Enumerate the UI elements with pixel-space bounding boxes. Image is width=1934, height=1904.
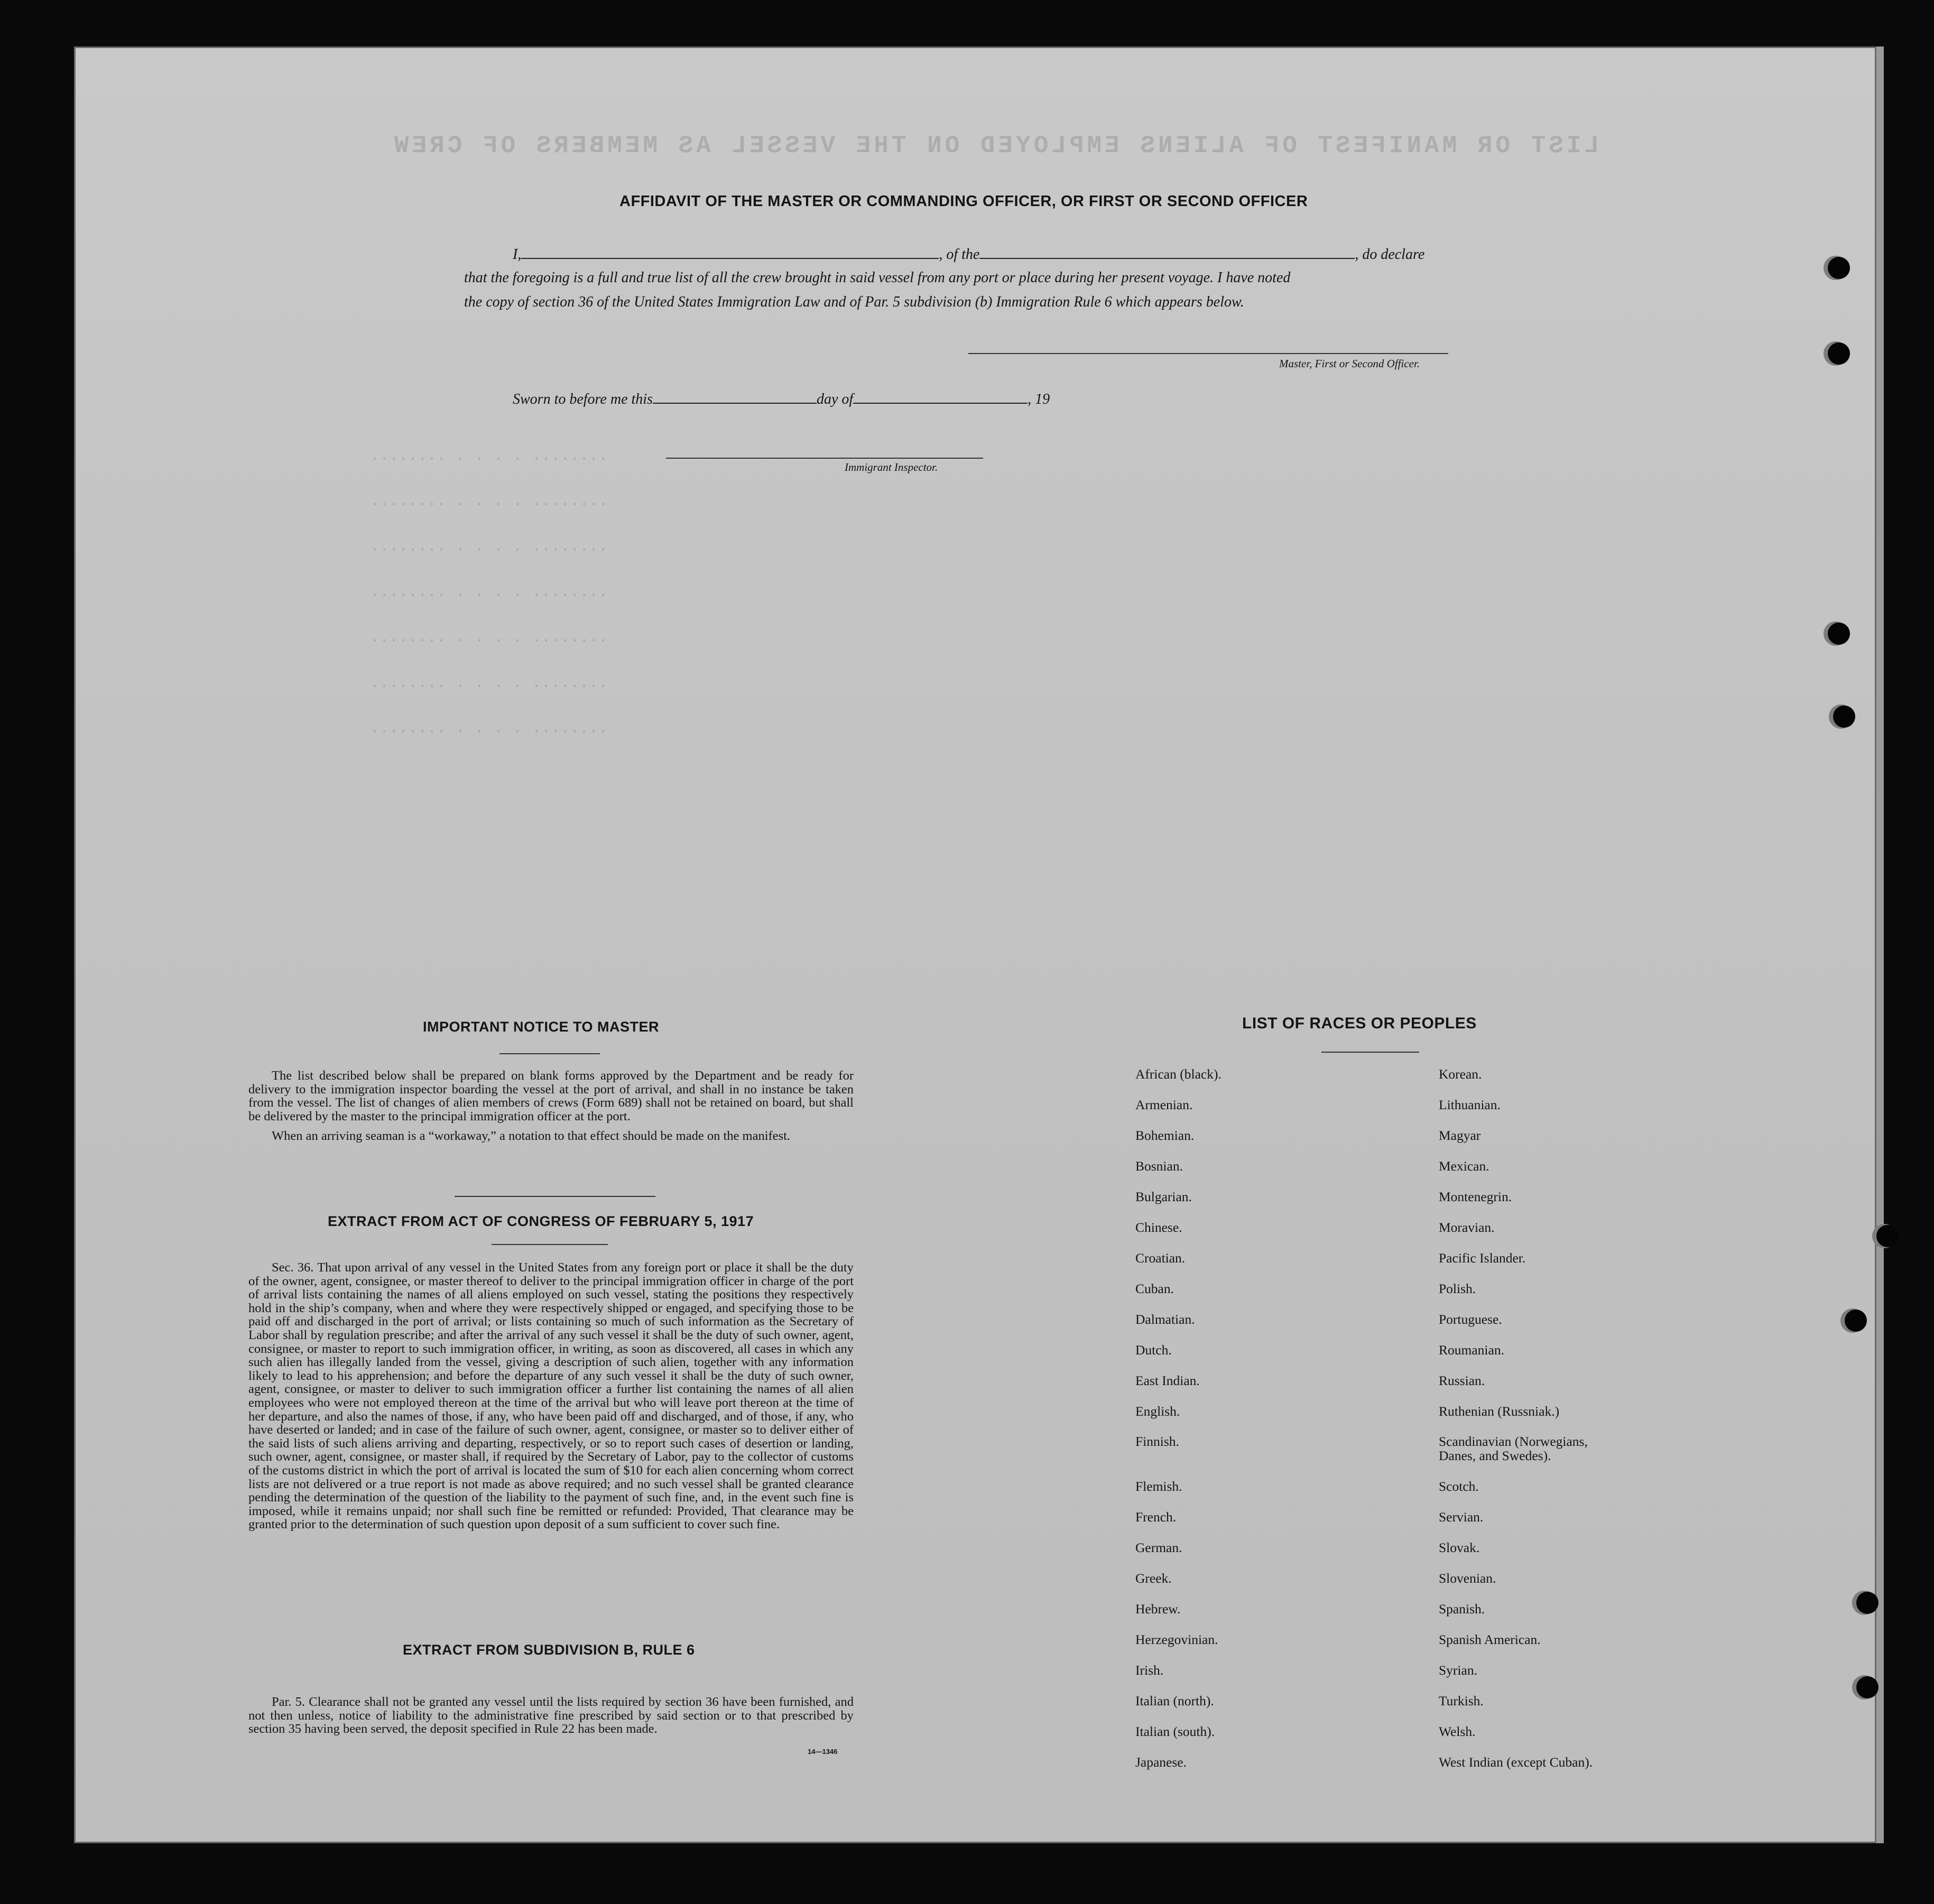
binder-hole bbox=[1828, 623, 1850, 645]
binder-hole bbox=[1828, 257, 1850, 279]
paragraph-5-text: Par. 5. Clearance shall not be granted any vessel until the lists required by section 36 have been furnished, and not then unless, notice of liability to the administrative fine prescribed by said section or to that prescribed by section 35 having been served, the deposit specified in Rule 22 has been made. bbox=[248, 1695, 854, 1736]
race-item: Dutch. bbox=[1135, 1342, 1172, 1358]
declaration-suffix: , do declare bbox=[1355, 246, 1425, 263]
declaration-prefix: I, bbox=[513, 246, 522, 263]
race-item: Chinese. bbox=[1135, 1220, 1182, 1235]
binder-hole bbox=[1856, 1592, 1879, 1614]
inspector-signature-line[interactable] bbox=[666, 458, 983, 459]
races-list-right bbox=[1439, 1066, 1618, 1785]
race-item: African (black). bbox=[1135, 1066, 1222, 1082]
race-item: Irish. bbox=[1135, 1662, 1164, 1678]
race-item: Portuguese. bbox=[1439, 1312, 1502, 1327]
race-item: Pacific Islander. bbox=[1439, 1250, 1526, 1266]
race-item: Montenegrin. bbox=[1439, 1189, 1512, 1204]
race-item: Greek. bbox=[1135, 1571, 1172, 1586]
sworn-middle: day of bbox=[816, 391, 854, 407]
race-item: East Indian. bbox=[1135, 1373, 1200, 1388]
affidavit-line-2: that the foregoing is a full and true list of all the crew brought in said vessel from any port or place during her present voyage. I have noted bbox=[464, 270, 1291, 286]
race-item: Bulgarian. bbox=[1135, 1189, 1192, 1204]
vessel-name-field[interactable] bbox=[979, 257, 1355, 259]
race-item: Russian. bbox=[1439, 1373, 1485, 1388]
section-divider bbox=[455, 1196, 655, 1197]
officer-name-field[interactable] bbox=[521, 257, 939, 259]
sworn-line bbox=[513, 391, 1050, 408]
officer-signature-line[interactable] bbox=[968, 353, 1448, 354]
race-item: Polish. bbox=[1439, 1281, 1476, 1296]
race-item: Ruthenian (Russniak.) bbox=[1439, 1404, 1560, 1419]
binder-hole bbox=[1833, 705, 1855, 728]
affidavit-line-3: the copy of section 36 of the United States Immigration Law and of Par. 5 subdivision (b) Immigration Rule 6 which appears below. bbox=[464, 294, 1244, 310]
race-item: Herzegovinian. bbox=[1135, 1632, 1218, 1647]
race-item: Scandinavian (Norwegians, Danes, and Swedes). bbox=[1439, 1434, 1588, 1463]
declaration-middle: , of the bbox=[939, 246, 980, 263]
affidavit-declaration-line bbox=[513, 246, 1424, 263]
race-item: Armenian. bbox=[1135, 1097, 1193, 1112]
race-item: Japanese. bbox=[1135, 1754, 1187, 1770]
race-item: Italian (south). bbox=[1135, 1724, 1215, 1739]
notice-title: IMPORTANT NOTICE TO MASTER bbox=[423, 1019, 659, 1035]
race-item: Bosnian. bbox=[1135, 1158, 1183, 1174]
sworn-year: , 19 bbox=[1028, 391, 1050, 407]
notice-paragraph-2: When an arriving seaman is a “workaway,” a notation to that effect should be made on the manifest. bbox=[272, 1129, 791, 1144]
act-title-rule bbox=[492, 1244, 608, 1245]
race-item: German. bbox=[1135, 1540, 1182, 1555]
sworn-month-field[interactable] bbox=[853, 402, 1028, 404]
race-item: Slovenian. bbox=[1439, 1571, 1496, 1586]
inspector-caption: Immigrant Inspector. bbox=[845, 461, 938, 473]
notice-title-rule bbox=[499, 1053, 600, 1054]
race-item: Syrian. bbox=[1439, 1662, 1477, 1678]
rule-extract-body bbox=[248, 1695, 854, 1736]
race-item: Slovak. bbox=[1439, 1540, 1480, 1555]
sworn-day-field[interactable] bbox=[653, 402, 817, 404]
race-item: Flemish. bbox=[1135, 1479, 1182, 1494]
form-number: 14—1346 bbox=[808, 1748, 838, 1756]
affidavit-title: AFFIDAVIT OF THE MASTER OR COMMANDING OFFICER, OR FIRST OR SECOND OFFICER bbox=[619, 193, 1308, 210]
race-item: West Indian (except Cuban). bbox=[1439, 1754, 1593, 1770]
race-item: Spanish American. bbox=[1439, 1632, 1541, 1647]
races-title-rule bbox=[1321, 1052, 1419, 1053]
rule-extract-title: EXTRACT FROM SUBDIVISION B, RULE 6 bbox=[403, 1642, 695, 1658]
race-item: Finnish. bbox=[1135, 1434, 1179, 1449]
race-item: Welsh. bbox=[1439, 1724, 1476, 1739]
binder-hole bbox=[1845, 1309, 1867, 1332]
binder-hole bbox=[1828, 342, 1850, 365]
race-item: Moravian. bbox=[1439, 1220, 1495, 1235]
officer-signature-caption: Master, First or Second Officer. bbox=[1279, 357, 1420, 370]
race-item: Roumanian. bbox=[1439, 1342, 1504, 1358]
races-title: LIST OF RACES OR PEOPLES bbox=[1242, 1015, 1477, 1032]
race-item: Cuban. bbox=[1135, 1281, 1174, 1296]
race-item: Spanish. bbox=[1439, 1601, 1485, 1617]
race-item: Lithuanian. bbox=[1439, 1097, 1501, 1112]
binder-hole bbox=[1856, 1676, 1879, 1698]
race-item: Dalmatian. bbox=[1135, 1312, 1195, 1327]
race-item: Italian (north). bbox=[1135, 1693, 1214, 1708]
notice-body bbox=[248, 1069, 854, 1143]
race-item: Hebrew. bbox=[1135, 1601, 1181, 1617]
races-list-left bbox=[1135, 1066, 1222, 1785]
sworn-prefix: Sworn to before me this bbox=[513, 391, 653, 407]
race-item: French. bbox=[1135, 1509, 1177, 1525]
section-36-text: Sec. 36. That upon arrival of any vessel in the United States from any foreign port or place it shall be the duty of the owner, agent, consignee, or master thereof to deliver to the principal immigration officer in charge of the port of arrival lists containing the names of all aliens employed on such vessel, stating the positions they respectively hold in the ship’s company, when and where they were respectively shipped or engaged, and specifying those to be paid off and discharged in the port of arrival; or lists containing so much of such information as the Secretary of Labor shall by regulation prescribe; and after the arrival of any such vessel it shall be the duty of such owner, agent, consignee, or master to report to such immigration officer, in writing, as soon as discovered, all cases in which any such alien has illegally landed from the vessel, giving a description of such alien, together with any information likely to lead to his apprehension; and before the departure of any such vessel it shall be the duty of such owner, agent, consignee, or master to deliver to such immigration officer a further list containing the names of all alien employees who were not employed thereon at the time of the arrival but who will leave port thereon at the time of her departure, and also the names of those, if any, who have been paid off and discharged, and of those, if any, who have deserted or landed; and in case of the failure of such owner, agent, consignee, or master so to deliver either of the said lists of such aliens arriving and departing, respectively, or so to report such cases of desertion or landing, such owner, agent, consignee, or master shall, if required by the Secretary of Labor, pay to the collector of customs of the customs district in which the port of arrival is located the sum of $10 for each alien concerning whom correct lists are not delivered or a true report is not made as above required; and no such vessel shall be granted clearance pending the determination of the question of the liability to the payment of such fine, and, in the event such fine is imposed, while it remains unpaid; nor shall such fine be remitted or refunded: Provided, That clearance may be granted prior to the determination of such question upon deposit of a sum sufficient to cover such fine. bbox=[248, 1260, 854, 1532]
bleed-through-rows: ........ . . . . ........ ........ . . . . ........ ........ . . . . ........ ........ . . . . ........ ........ . . . . ........ ........ . . . . ........ ........ . . . . ........ bbox=[370, 447, 608, 738]
race-item: Scotch. bbox=[1439, 1479, 1479, 1494]
act-extract-body bbox=[248, 1261, 854, 1531]
page-edge bbox=[1876, 47, 1884, 1843]
act-extract-title: EXTRACT FROM ACT OF CONGRESS OF FEBRUARY 5, 1917 bbox=[328, 1213, 754, 1229]
race-item: Magyar bbox=[1439, 1128, 1481, 1143]
binder-hole bbox=[1876, 1225, 1899, 1247]
race-item: Mexican. bbox=[1439, 1158, 1489, 1174]
race-item: Turkish. bbox=[1439, 1693, 1484, 1708]
race-item: Bohemian. bbox=[1135, 1128, 1195, 1143]
bleed-through-title: LIST OR MANIFEST OF ALIENS EMPLOYED ON THE VESSEL AS MEMBERS OF CREW bbox=[391, 132, 1599, 160]
race-item: Croatian. bbox=[1135, 1250, 1186, 1266]
notice-paragraph-1: The list described below shall be prepared on blank forms approved by the Department and be ready for delivery to the immigration inspector boarding the vessel at the port of arrival, and shall in no instance be taken from the vessel. The list of changes of alien members of crews (Form 689) shall not be retained on board, but shall be delivered by the master to the principal immigration officer at the port. bbox=[248, 1069, 854, 1123]
race-item: Korean. bbox=[1439, 1066, 1482, 1082]
race-item: English. bbox=[1135, 1404, 1180, 1419]
race-item: Servian. bbox=[1439, 1509, 1484, 1525]
